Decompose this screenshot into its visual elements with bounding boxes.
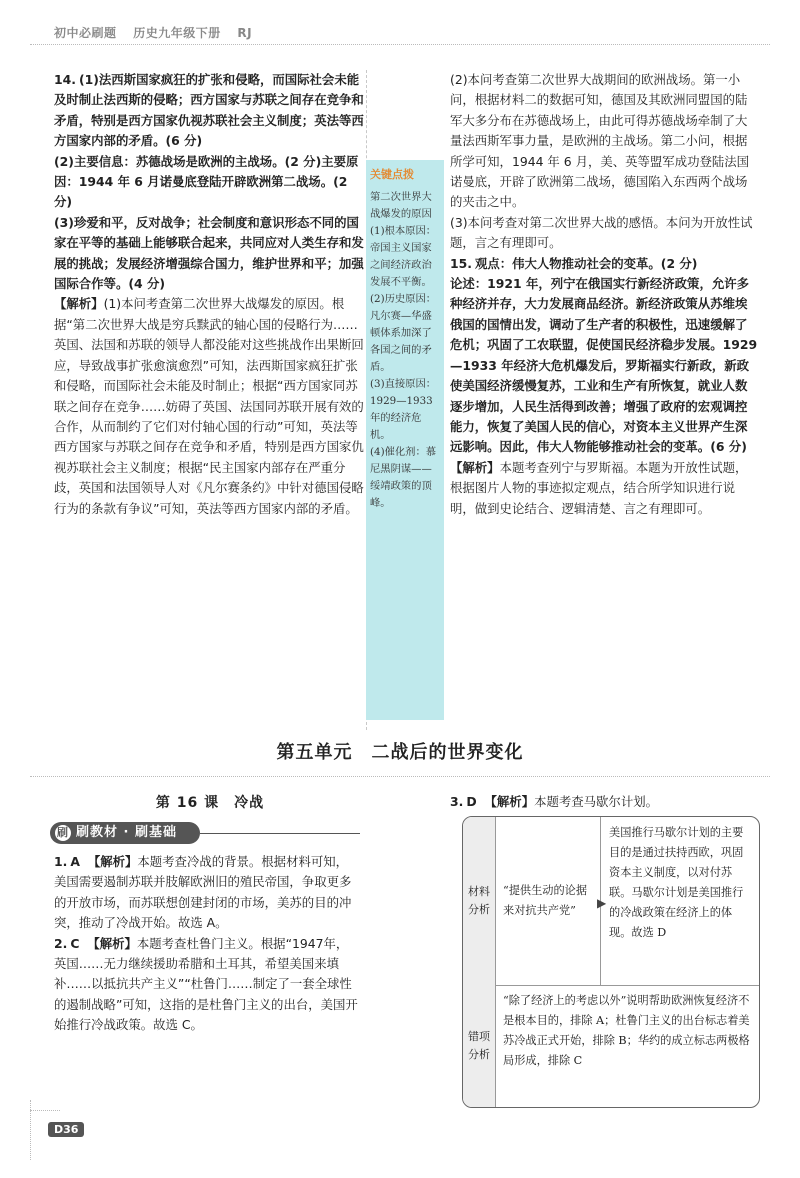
q14-answer-3: (3)珍爱和平，反对战争；社会制度和意识形态不同的国家在平等的基础上能够联合起来，共同应对人类生存和发展的挑战；发展经济增强综合国力，维护世界和平；加强国际合作等。(4 分) bbox=[54, 214, 364, 292]
right-column-top bbox=[450, 70, 758, 519]
page-number: D36 bbox=[48, 1122, 84, 1137]
q1-q2-block bbox=[54, 852, 360, 1036]
arrow-right-icon: ▶ bbox=[597, 896, 607, 910]
section-badge bbox=[50, 822, 200, 844]
badge-label: 刷教材 · 刷基础 bbox=[76, 825, 177, 840]
header-divider bbox=[30, 44, 770, 45]
q14-answer-1: 14. (1)法西斯国家疯狂的扩张和侵略，而国际社会未能及时制止法西斯的侵略；西方国家与苏联之间存在竞争和矛盾，特别是西方国家仇视苏联社会主义制度；英法等西方国家内部的矛盾。(6 分) bbox=[54, 72, 364, 149]
footer-decoration bbox=[30, 1110, 60, 1111]
q14-analysis-1: 【解析】(1)本问考查第二次世界大战爆发的原因。根据“第二次世界大战是穷兵黩武的轴心国的侵略行为……英国、法国和苏联的领导人都没能对这些挑战作出果断回应，导致战事扩张愈演愈烈”可知，法西斯国家疯狂扩张和侵略，而国际社会未能及时制止；根据“西方国家同苏联之间存在竞争……妨碍了英国、法国同苏联开展有效的合作，从而制约了它们对付轴心国的行动”可知，英法等西方国家与苏联之间存在竞争和矛盾，特别是西方国家仇视苏联社会主义制度；根据“民主国家内部存在严重分歧，英国和法国领导人对《凡尔赛条约》中针对德国侵略行为的条款有争议”可知，英法等西方国家内部的矛盾。 bbox=[54, 296, 364, 516]
unit-title: 第五单元 二战后的世界变化 bbox=[276, 742, 524, 763]
q2-answer: 2. C 【解析】本题考查杜鲁门主义。根据“1947年，英国……无力继续援助希腊和土耳其，希望美国来填补……以抵抗共产主义”“杜鲁门……制定了一套全球性的遏制战略”可知，这指的是杜鲁门主义的出台，美国开始推行冷战政策。故选 C。 bbox=[54, 935, 358, 1033]
edition-label: RJ bbox=[237, 26, 253, 40]
sidebar-line: (1)根本原因：帝国主义国家之间经济政治发展不平衡。 bbox=[370, 225, 437, 288]
sidebar-line: (3)直接原因：1929—1933 年的经济危机。 bbox=[370, 378, 437, 441]
q1-answer: 1. A 【解析】本题考查冷战的背景。根据材料可知，美国需要遏制苏联并肢解欧洲旧的殖民帝国，争取更多的开放市场，而苏联想创建封闭的市场，美苏的目的冲突，推动了冷战开始。故选 A。 bbox=[54, 854, 352, 931]
q3-answer: 3. D 【解析】本题考查马歇尔计划。 bbox=[450, 794, 658, 809]
sidebar-line: (4)催化剂：慕尼黑阴谋——绥靖政策的顶峰。 bbox=[370, 446, 437, 509]
q15-view: 15. 观点：伟大人物推动社会的变革。(2 分) bbox=[450, 255, 698, 271]
sidebar-title: 关键点拨 bbox=[370, 168, 414, 181]
row-header: 材料分析 bbox=[463, 817, 496, 985]
subject-title: 历史九年级下册 bbox=[133, 26, 221, 40]
q14-analysis-2: (2)本问考查第二次世界大战期间的欧洲战场。第一小问，根据材料二的数据可知，德国及其欧洲同盟国的陆军大多分布在苏德战场上，由此可得苏德战场牵制了大量法西斯军事力量，是欧洲的主战场。第二小问，根据所学可知，1944 年 6 月，美、英等盟军成功登陆法国诺曼底，开辟了欧洲第二战场，德国陷入东西两个战场的夹击之中。 bbox=[450, 72, 750, 210]
key-points-sidebar bbox=[366, 160, 444, 720]
q14-block bbox=[54, 70, 366, 519]
q15-argument: 论述：1921 年，列宁在俄国实行新经济政策，允许多种经济并存，大力发展商品经济。新经济政策从苏维埃俄国的国情出发，调动了生产者的积极性，迅速缓解了危机；巩固了工农联盟，促使国民经济稳步发展。1929—1933 年经济大危机爆发后，罗斯福实行新政，新政使美国经济缓慢复苏，工业和生产有所恢复，就业人数逐步增加，人民生活得到改善；增强了政府的宏观调控能力，恢复了美国人民的信心，对资本主义世界产生深远影响。因此，伟大人物能够推动社会的变革。(6 分) bbox=[450, 276, 758, 455]
wrong-option-analysis: “除了经济上的考虑以外”说明帮助欧洲恢复经济不是根本目的，排除 A；杜鲁门主义的出台标志着美苏冷战正式开始，排除 B；华约的成立标志两极格局形成，排除 C bbox=[503, 994, 750, 1067]
q14-answer-2: (2)主要信息：苏德战场是欧洲的主战场。(2 分)主要原因：1944 年 6 月诺曼底登陆开辟欧洲第二战场。(2 分) bbox=[54, 153, 359, 210]
q3-analysis-table bbox=[462, 816, 760, 1108]
row-header: 错项分析 bbox=[463, 985, 496, 1107]
sidebar-line: 第二次世界大战爆发的原因 bbox=[370, 191, 432, 220]
sidebar-line: (2)历史原因：凡尔赛—华盛顿体系加深了各国之间的矛盾。 bbox=[370, 293, 437, 373]
badge-underline bbox=[200, 833, 360, 834]
unit-divider bbox=[30, 776, 770, 777]
table-row bbox=[463, 817, 759, 986]
footer-decoration bbox=[30, 1100, 31, 1160]
page-header bbox=[54, 24, 264, 41]
brush-icon: 刷 bbox=[57, 826, 69, 839]
book-title: 初中必刷题 bbox=[54, 26, 117, 40]
lesson-title: 第 16 课 冷战 bbox=[155, 795, 265, 811]
material-quote: “提供生动的论据来对抗共产党” bbox=[495, 817, 601, 985]
table-row bbox=[463, 985, 759, 1107]
material-explanation: 美国推行马歇尔计划的主要目的是通过扶持西欧，巩固资本主义制度，以对付苏联。马歇尔计划是美国推行的冷战政策在经济上的体现。故选 D bbox=[609, 826, 744, 939]
q3-block bbox=[450, 792, 758, 812]
q14-analysis-3: (3)本问考查对第二次世界大战的感悟。本问为开放性试题，言之有理即可。 bbox=[450, 214, 753, 251]
q15-analysis: 【解析】本题考查列宁与罗斯福。本题为开放性试题，根据图片人物的事迹拟定观点，结合所学知识进行说明，做到史论结合、逻辑清楚、言之有理即可。 bbox=[450, 459, 748, 516]
